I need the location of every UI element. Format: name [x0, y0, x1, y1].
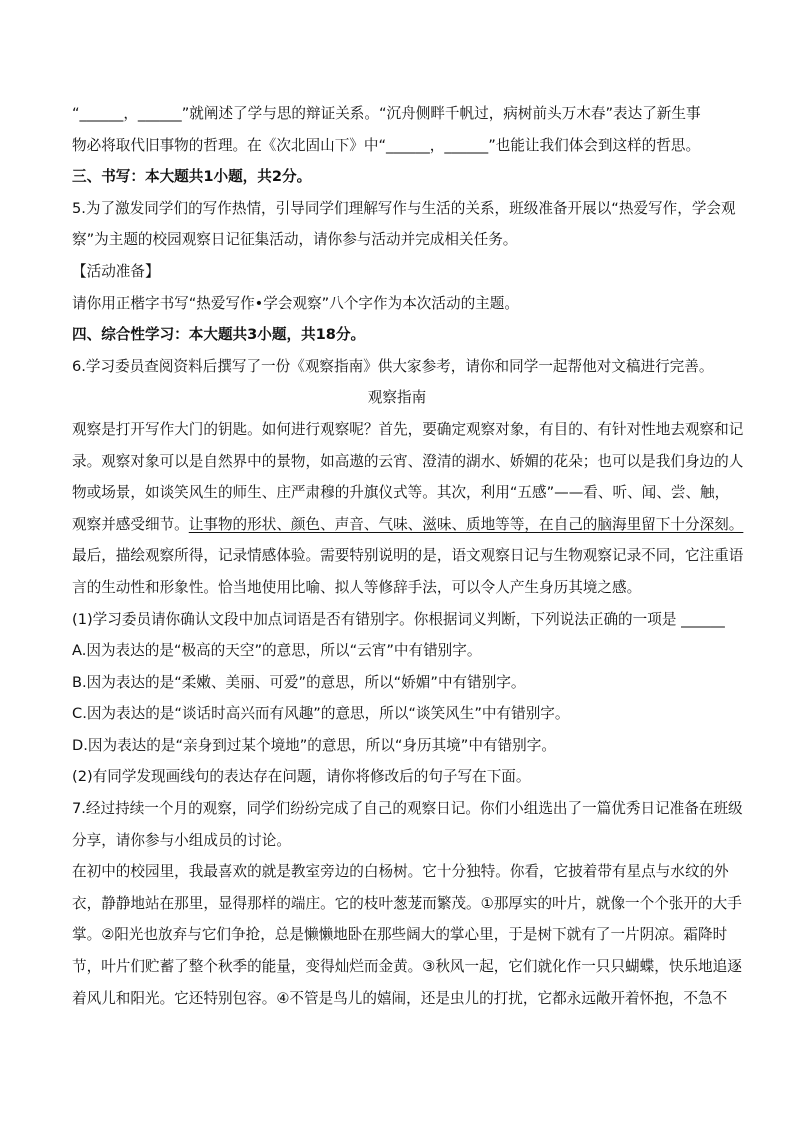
- diary-line-1: 在初中的校园里，我最喜欢的就是教室旁边的白杨树。它十分独特。你看，它披着带有星点与水纹的外: [72, 863, 729, 881]
- guide-paragraph-line-4: [72, 509, 744, 541]
- question-5-line-1: 5.为了激发同学们的写作热情，引导同学们理解写作与生活的关系，班级准备开展以“热爱写作，学会观: [72, 199, 736, 217]
- question-7-line-1: 7.经过持续一个月的观察，同学们纷纷完成了自己的观察日记。你们小组选出了一篇优秀日记准备在班级: [72, 800, 743, 818]
- section-heading-comprehensive: 四、综合性学习：本大题共3小题，共18分。: [72, 326, 366, 344]
- diary-line-3: 掌。②阳光也放弃与它们争抢，总是懒懒地卧在那些阔大的掌心里，于是树下就有了一片阴凉。霜降时: [72, 926, 728, 944]
- poem-blank-line-1: “______，______”就阐述了学与思的辩证关系。“沉舟侧畔千帆过，病树前头万木春”表达了新生事: [72, 105, 701, 122]
- question-6-1-prompt: (1)学习委员请你确认文段中加点词语是否有错别字。你根据词义判断，下列说法正确的一项是 ______: [72, 610, 725, 628]
- option-b: B.因为表达的是“柔嫩、美丽、可爱”的意思，所以“娇媚”中有错别字。: [72, 673, 526, 691]
- diary-line-5: 着风儿和阳光。它还特别包容。④不管是鸟儿的嬉闹，还是虫儿的打扰，它都永远敞开着怀抱，不急不: [72, 989, 728, 1007]
- option-a: A.因为表达的是“极高的天空”的意思，所以“云宵”中有错别字。: [72, 642, 482, 660]
- guide-paragraph-line-5: 最后，描绘观察所得，记录情感体验。需要特别说明的是，语文观察日记与生物观察记录不同，它注重语: [72, 547, 744, 565]
- question-6-intro: 6.学习委员查阅资料后撰写了一份《观察指南》供大家参考，请你和同学一起帮他对文稿进行完善。: [72, 357, 714, 375]
- guide-paragraph-line-2: 录。观察对象可以是自然界中的景物，如高遨的云宵、澄清的湖水、娇媚的花朵；也可以是我们身边的人: [72, 452, 744, 470]
- document-page: [72, 98, 744, 1014]
- guide-title: 观察指南: [367, 389, 427, 407]
- option-c: C.因为表达的是“谈话时高兴而有风趣”的意思，所以“谈笑风生”中有错别字。: [72, 705, 570, 723]
- diary-line-4: 节，叶片们贮蓄了整个秋季的能量，变得灿烂而金黄。③秋风一起，它们就化作一只只蝴蝶，快乐地追逐: [72, 958, 742, 976]
- guide-paragraph-line-3: 物或场景，如谈笑风生的师生、庄严肃穆的升旗仪式等。其次，利用“五感”——看、听、闻、尝、触，: [72, 484, 730, 502]
- underlined-sentence: 让事物的形状、颜色、声音、气味、滋味、质地等等，在自己的脑海里留下十分深刻。: [188, 515, 744, 533]
- activity-prep-instruction: 请你用正楷字书写“热爱写作•学会观察”八个字作为本次活动的主题。: [72, 294, 519, 312]
- guide-paragraph-line-1: 观察是打开写作大门的钥匙。如何进行观察呢？首先，要确定观察对象，有目的、有针对性地去观察和记: [72, 420, 744, 438]
- guide-paragraph-line-6: 言的生动性和形象性。恰当地使用比喻、拟人等修辞手法，可以令人产生身历其境之感。: [72, 578, 642, 596]
- guide-paragraph-line-4-plain: 观察并感受细节。: [72, 515, 189, 533]
- question-5-line-2: 察”为主题的校园观察日记征集活动，请你参与活动并完成相关任务。: [72, 231, 518, 249]
- activity-prep-heading: 【活动准备】: [72, 262, 160, 280]
- question-7-line-2: 分享，请你参与小组成员的讨论。: [72, 831, 291, 849]
- poem-blank-line-2: 物必将取代旧事物的哲理。在《次北固山下》中“______，______”也能让我们体会到这样的哲思。: [72, 136, 701, 154]
- section-heading-writing: 三、书写：本大题共1小题，共2分。: [72, 168, 312, 186]
- diary-line-2: 衣，静静地站在那里，显得那样的端庄。它的枝叶葱茏而繁茂。①那厚实的叶片，就像一个个张开的大手: [72, 894, 742, 912]
- question-6-2-prompt: (2)有同学发现画线句的表达存在问题，请你将修改后的句子写在下面。: [72, 768, 531, 786]
- option-d: D.因为表达的是“亲身到过某个境地”的意思，所以“身历其境”中有错别字。: [72, 736, 556, 754]
